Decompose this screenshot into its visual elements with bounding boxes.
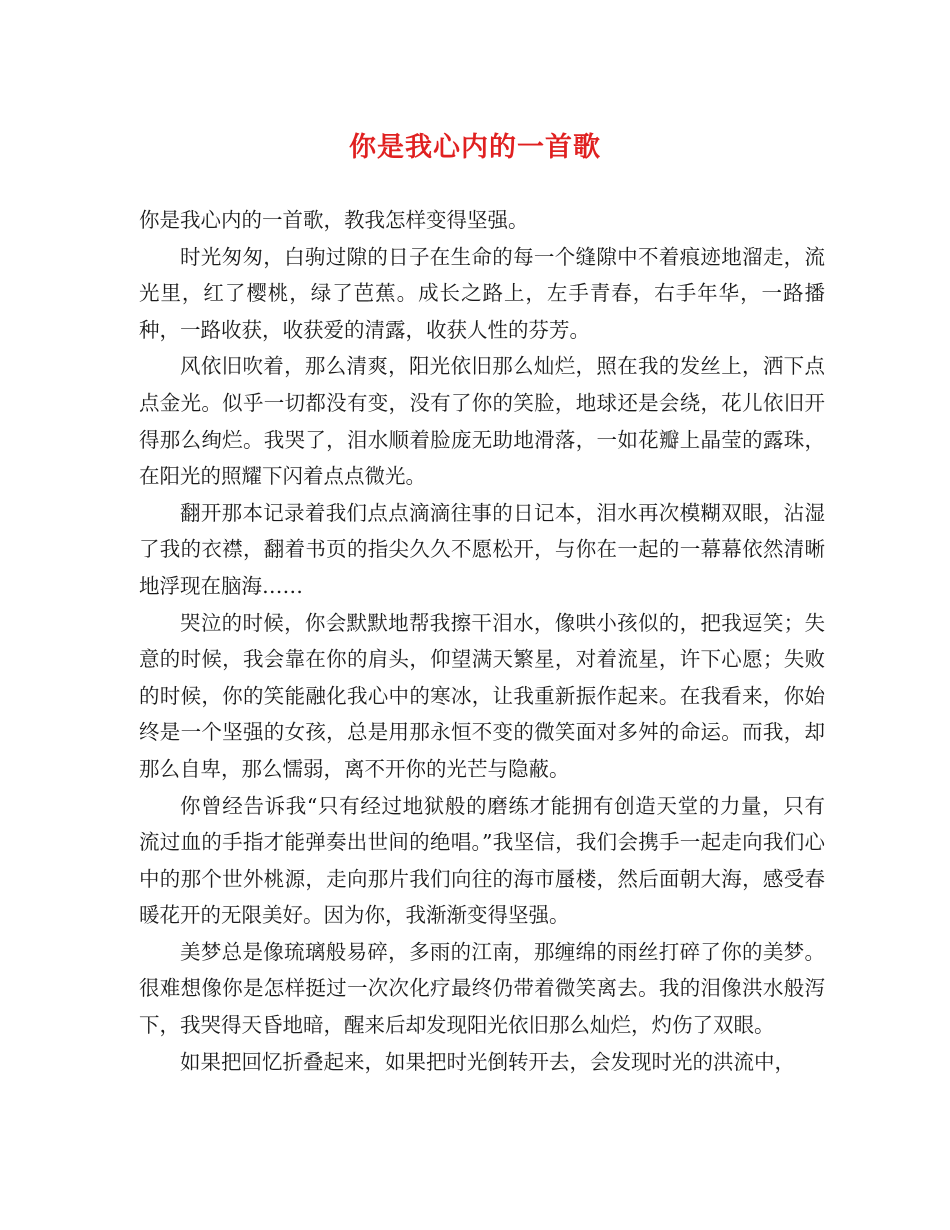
- document-body: [139, 202, 825, 1080]
- document-title: 你是我心内的一首歌: [349, 132, 601, 163]
- paragraph-2: 时光匆匆，白驹过隙的日子在生命的每一个缝隙中不着痕迹地溜走，流光里，红了樱桃，绿了芭蕉。成长之路上，左手青春，右手年华，一路播种，一路收获，收获爱的清露，收获人性的芬芳。: [139, 244, 825, 342]
- paragraph-1: 你是我心内的一首歌，教我怎样变得坚强。: [139, 208, 529, 232]
- paragraph-3: 风依旧吹着，那么清爽，阳光依旧那么灿烂，照在我的发丝上，洒下点点金光。似乎一切都没有变，没有了你的笑脸，地球还是会绕，花儿依旧开得那么绚烂。我哭了，泪水顺着脸庞无助地滑落，一如花瓣上晶莹的露珠，在阳光的照耀下闪着点点微光。: [139, 354, 825, 489]
- paragraph-7: 美梦总是像琉璃般易碎，多雨的江南，那缠绵的雨丝打碎了你的美梦。很难想像你是怎样挺过一次次化疗最终仍带着微笑离去。我的泪像洪水般泻下，我哭得天昏地暗，醒来后却发现阳光依旧那么灿烂，灼伤了双眼。: [139, 939, 825, 1038]
- paragraph-8: 如果把回忆折叠起来，如果把时光倒转开去，会发现时光的洪流中，: [180, 1049, 795, 1074]
- paragraph-4: 翻开那本记录着我们点点滴滴往事的日记本，泪水再次模糊双眼，沾湿了我的衣襟，翻着书页的指尖久久不愿松开，与你在一起的一幕幕依然清晰地浮现在脑海……: [139, 500, 825, 598]
- paragraph-6: 你曾经告诉我“只有经过地狱般的磨练才能拥有创造天堂的力量，只有流过血的手指才能弹奏出世间的绝唱。”我坚信，我们会携手一起走向我们心中的那个世外桃源，走向那片我们向往的海市蜃楼，然后面朝大海，感受春暖花开的无限美好。因为你，我渐渐变得坚强。: [139, 793, 825, 928]
- paragraph-5: 哭泣的时候，你会默默地帮我擦干泪水，像哄小孩似的，把我逗笑；失意的时候，我会靠在你的肩头，仰望满天繁星，对着流星，许下心愿；失败的时候，你的笑能融化我心中的寒冰，让我重新振作起来。在我看来，你始终是一个坚强的女孩，总是用那永恒不变的微笑面对多舛的命运。而我，却那么自卑，那么懦弱，离不开你的光芒与隐蔽。: [139, 610, 825, 781]
